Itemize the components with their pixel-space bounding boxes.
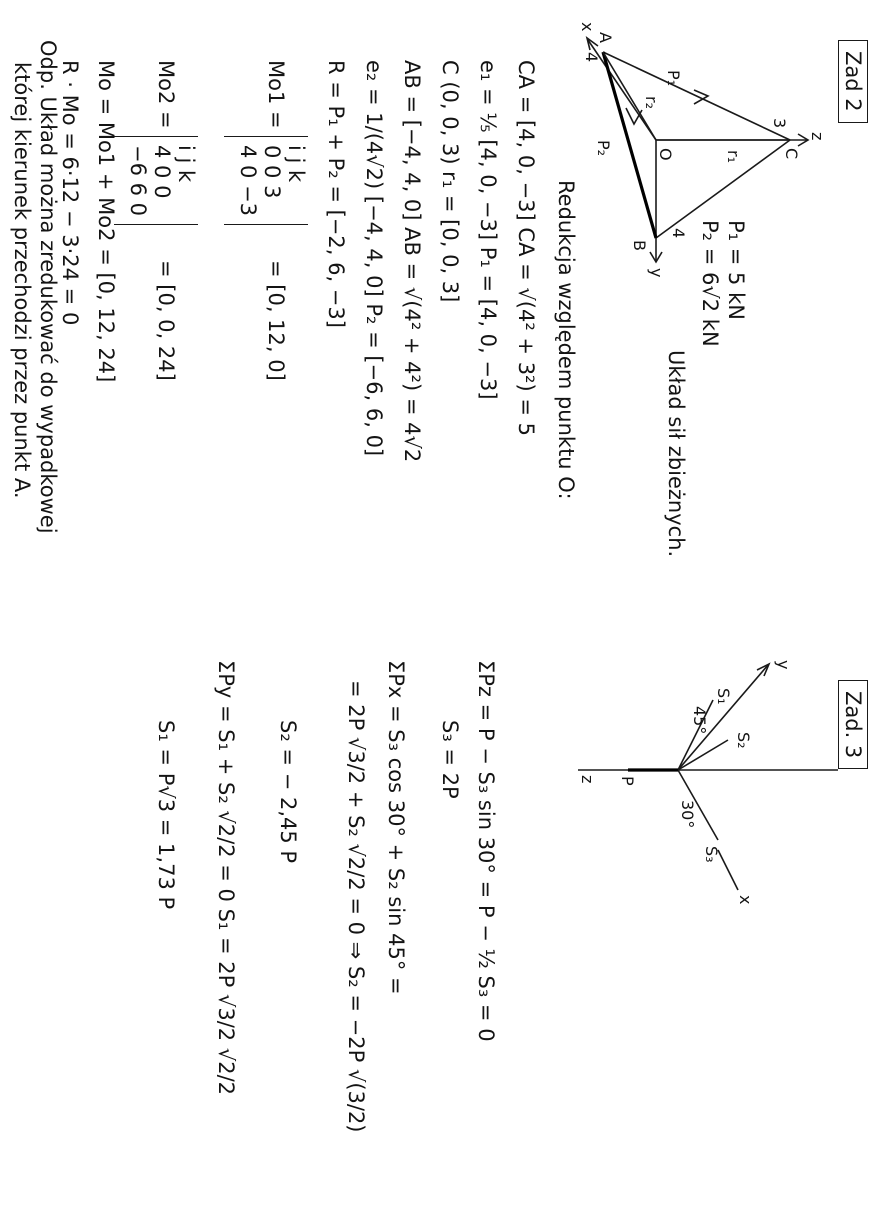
mo2-row-1: i j k bbox=[174, 145, 198, 183]
eq-s3: S₃ = 2P bbox=[438, 720, 462, 799]
dot-product: R · Mo = 6·12 − 3·24 = 0 bbox=[58, 60, 82, 326]
line-ab: AB = [−4, 4, 0] AB = √(4² + 4²) = 4√2 bbox=[400, 60, 424, 463]
label-a: A bbox=[596, 32, 615, 43]
label-angle-45: 45° bbox=[690, 706, 709, 735]
mo2-row-2: 4 0 0 bbox=[150, 145, 174, 199]
label-x-3: x bbox=[736, 895, 755, 905]
eq-sum-px: ΣPx = S₃ cos 30° + S₂ sin 45° = bbox=[384, 660, 408, 995]
mo2-row-3: −6 6 0 bbox=[126, 145, 150, 217]
mo1-label: Mo1 = bbox=[264, 60, 288, 129]
zad3-heading: Zad. 3 bbox=[838, 680, 868, 769]
label-y: y bbox=[647, 268, 666, 278]
mo2-determinant bbox=[114, 136, 198, 225]
mo1-row-3: 4 0 −3 bbox=[236, 145, 260, 217]
mo1-row-1: i j k bbox=[284, 145, 308, 183]
label-y-3: y bbox=[774, 660, 793, 670]
label-dim-3: 3 bbox=[770, 118, 789, 129]
mo1-result: = [0, 12, 0] bbox=[264, 260, 288, 381]
label-p2: P₂ bbox=[594, 140, 613, 157]
label-dim-4a: 4 bbox=[582, 52, 601, 63]
eq-s2-value: S₂ = − 2,45 P bbox=[276, 720, 300, 864]
label-x: x bbox=[578, 22, 597, 32]
label-c: C bbox=[782, 148, 801, 160]
mo1-row-2: 0 0 3 bbox=[260, 145, 284, 199]
label-p1: P₁ bbox=[664, 70, 683, 87]
eq-sum-pz: ΣPz = P − S₃ sin 30° = P − ½ S₃ = 0 bbox=[474, 660, 498, 1042]
answer-line-2: której kierunek przechodzi przez punkt A. bbox=[10, 62, 34, 499]
mo-sum: Mo = Mo1 + Mo2 = [0, 12, 24] bbox=[94, 60, 118, 383]
mo2-result: = [0, 0, 24] bbox=[154, 260, 178, 381]
line-ca: CA = [4, 0, −3] CA = √(4² + 3²) = 5 bbox=[514, 60, 538, 436]
x-axis-3 bbox=[718, 850, 738, 890]
label-b: B bbox=[630, 240, 649, 251]
mo2-label: Mo2 = bbox=[154, 60, 178, 129]
given-p1: P₁ = 5 kN bbox=[724, 220, 748, 320]
label-p: P bbox=[618, 776, 637, 786]
line-e1: e₁ = ⅕ [4, 0, −3] P₁ = [4, 0, −3] bbox=[476, 60, 500, 400]
zad2-subtitle: Układ sił zbieżnych. bbox=[664, 350, 688, 558]
label-o: O bbox=[656, 148, 675, 161]
answer-line-1: Odp. Układ można zredukować do wypadkowej bbox=[36, 40, 60, 534]
reduction-title: Redukcja względem punktu O: bbox=[554, 180, 578, 500]
zad2-heading: Zad 2 bbox=[838, 40, 868, 123]
label-dim-4b: 4 bbox=[669, 228, 688, 239]
eq-sum-py: ΣPy = S₁ + S₂ √2/2 = 0 S₁ = 2P √3/2 √2/2 bbox=[214, 660, 238, 1096]
label-z-3: z bbox=[578, 775, 597, 784]
mo1-determinant bbox=[224, 136, 308, 225]
label-r2: r₂ bbox=[642, 96, 661, 109]
label-s3: S₃ bbox=[702, 846, 721, 863]
label-z: z bbox=[808, 132, 827, 141]
label-angle-30: 30° bbox=[678, 800, 697, 829]
label-r1: r₁ bbox=[724, 150, 743, 163]
eq-s1-value: S₁ = P√3 = 1,73 P bbox=[154, 720, 178, 910]
line-resultant: R = P₁ + P₂ = [−2, 6, −3] bbox=[324, 60, 348, 328]
zad3-truss-diagram bbox=[578, 0, 878, 1230]
eq-px-expanded: = 2P √3/2 + S₂ √2/2 = 0 ⇒ S₂ = −2P √(3/2) bbox=[344, 680, 368, 1133]
line-c-point: C (0, 0, 3) r₁ = [0, 0, 3] bbox=[438, 60, 462, 303]
label-s1: S₁ bbox=[714, 688, 733, 705]
line-e2: e₂ = 1/(4√2) [−4, 4, 0] P₂ = [−6, 6, 0] bbox=[362, 60, 386, 457]
label-s2: S₂ bbox=[734, 732, 753, 749]
given-p2: P₂ = 6√2 kN bbox=[698, 220, 722, 347]
